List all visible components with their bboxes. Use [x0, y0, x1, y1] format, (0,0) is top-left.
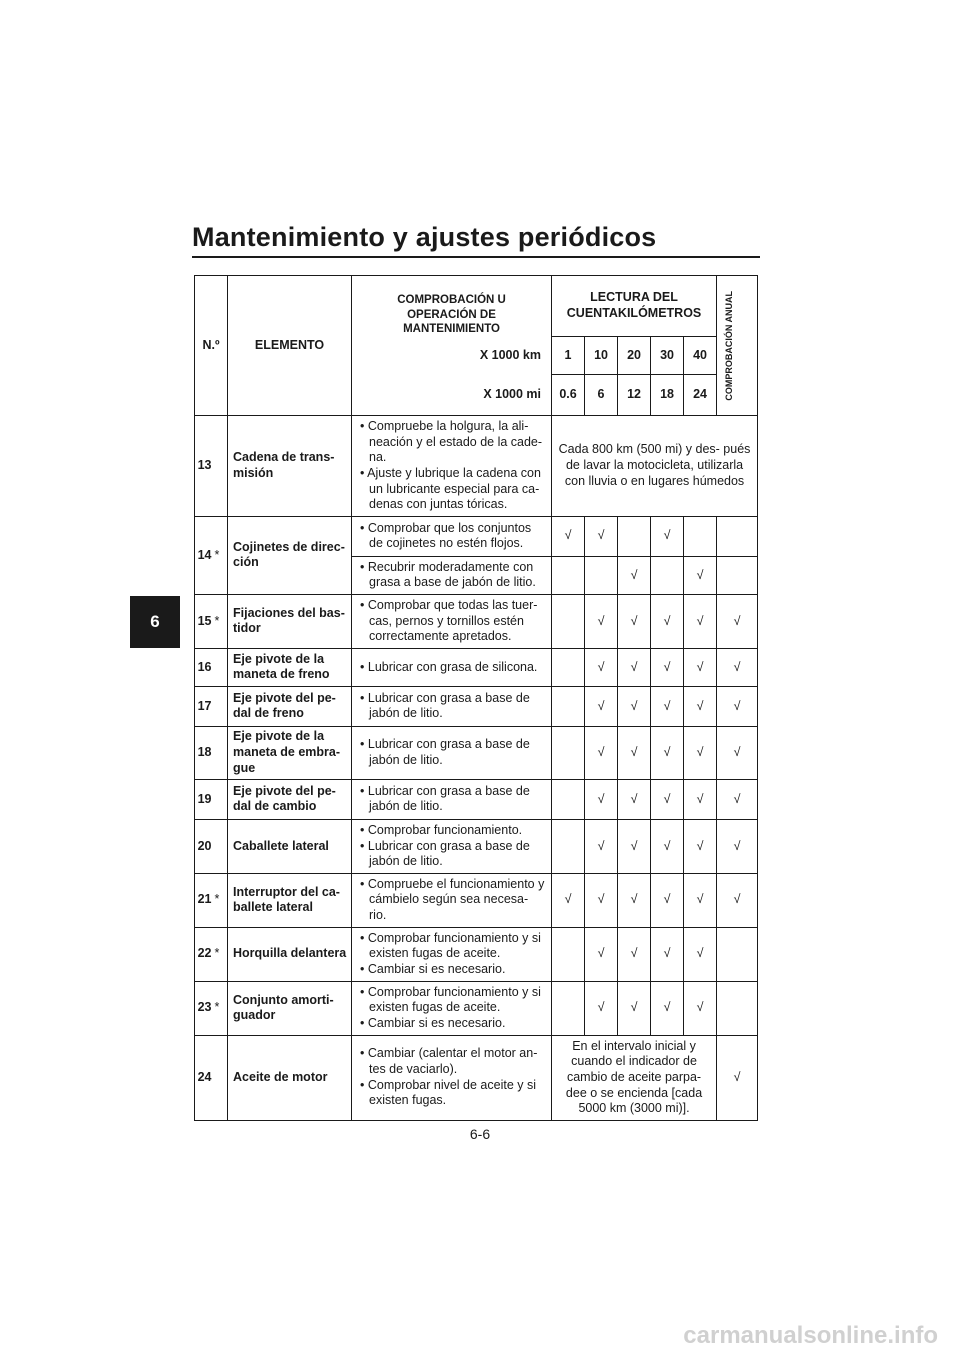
table-row — [195, 981, 758, 1035]
check-empty — [552, 927, 585, 981]
check-mark: √ — [585, 595, 618, 649]
mi-6: 6 — [585, 375, 618, 416]
check-mark: √ — [651, 873, 684, 927]
header-operation: COMPROBACIÓN U OPERACIÓN DE MANTENIMIENTO — [352, 276, 552, 337]
check-empty — [651, 556, 684, 594]
check-mark: √ — [684, 927, 717, 981]
check-mark: √ — [717, 873, 758, 927]
check-mark: √ — [651, 516, 684, 556]
row-item: Eje pivote del pe- dal de cambio — [228, 779, 352, 819]
check-mark: √ — [684, 556, 717, 594]
table-row — [195, 686, 758, 726]
row-star: * — [213, 516, 228, 594]
table-row — [195, 1035, 758, 1120]
check-mark: √ — [585, 981, 618, 1035]
row-item: Fijaciones del bas- tidor — [228, 595, 352, 649]
table-row — [195, 819, 758, 873]
row-operation: • Lubricar con grasa a base de jabón de litio. — [352, 686, 552, 726]
row-star — [213, 686, 228, 726]
check-mark: √ — [717, 819, 758, 873]
check-mark: √ — [651, 595, 684, 649]
row-interval-note: En el intervalo inicial y cuando el indicador de cambio de aceite parpa- dee o se encienda [cada 5000 km (3000 mi)]. — [552, 1035, 717, 1120]
check-mark: √ — [618, 927, 651, 981]
row-operation: • Lubricar con grasa a base de jabón de litio. — [352, 779, 552, 819]
table-row — [195, 726, 758, 779]
km-1: 1 — [552, 337, 585, 375]
check-mark: √ — [585, 873, 618, 927]
row-operation: • Recubrir moderadamente con grasa a base de jabón de litio. — [352, 556, 552, 594]
row-operation: • Lubricar con grasa de silicona. — [352, 648, 552, 686]
row-item: Cadena de trans- misión — [228, 416, 352, 517]
row-number: 24 — [195, 1035, 213, 1120]
table-row — [195, 873, 758, 927]
check-mark: √ — [684, 726, 717, 779]
row-star: * — [213, 981, 228, 1035]
row-operation: • Comprobar funcionamiento y si existen fugas de aceite. • Cambiar si es necesario. — [352, 981, 552, 1035]
check-empty — [552, 819, 585, 873]
check-mark: √ — [684, 779, 717, 819]
check-mark: √ — [618, 648, 651, 686]
table-row — [195, 516, 758, 556]
check-empty — [717, 516, 758, 556]
row-number: 16 — [195, 648, 213, 686]
row-item: Caballete lateral — [228, 819, 352, 873]
check-mark: √ — [618, 726, 651, 779]
check-mark: √ — [585, 726, 618, 779]
row-item: Eje pivote de la maneta de freno — [228, 648, 352, 686]
check-empty — [552, 595, 585, 649]
check-mark: √ — [585, 516, 618, 556]
check-empty — [717, 556, 758, 594]
row-star: * — [213, 873, 228, 927]
check-mark: √ — [684, 873, 717, 927]
check-mark: √ — [651, 686, 684, 726]
check-mark: √ — [618, 981, 651, 1035]
row-number: 15 — [195, 595, 213, 649]
row-operation: • Compruebe la holgura, la ali- neación y el estado de la cade- na. • Ajuste y lubrique la cadena con un lubricante especial para ca- denas con juntas tóricas. — [352, 416, 552, 517]
check-empty — [717, 981, 758, 1035]
check-empty — [684, 516, 717, 556]
check-mark: √ — [618, 595, 651, 649]
table-row — [195, 927, 758, 981]
row-operation: • Comprobar que los conjuntos de cojinetes no estén flojos. — [352, 516, 552, 556]
row-star: * — [213, 927, 228, 981]
row-star — [213, 1035, 228, 1120]
check-mark: √ — [618, 779, 651, 819]
title-divider — [192, 256, 760, 258]
table-row — [195, 416, 758, 517]
row-item: Eje pivote del pe- dal de freno — [228, 686, 352, 726]
check-empty — [552, 686, 585, 726]
check-mark: √ — [717, 648, 758, 686]
check-mark: √ — [717, 595, 758, 649]
check-mark: √ — [684, 981, 717, 1035]
mi-0.6: 0.6 — [552, 375, 585, 416]
row-item: Interruptor del ca- ballete lateral — [228, 873, 352, 927]
check-mark: √ — [552, 516, 585, 556]
check-mark: √ — [651, 927, 684, 981]
check-mark: √ — [684, 819, 717, 873]
check-mark: √ — [585, 927, 618, 981]
check-mark: √ — [717, 726, 758, 779]
check-mark: √ — [618, 873, 651, 927]
chapter-tab: 6 — [130, 596, 180, 648]
header-item: ELEMENTO — [228, 276, 352, 416]
row-number: 17 — [195, 686, 213, 726]
table-row — [195, 595, 758, 649]
row-number: 13 — [195, 416, 213, 517]
check-mark: √ — [717, 686, 758, 726]
table-row — [195, 648, 758, 686]
check-empty — [585, 556, 618, 594]
row-star: * — [213, 595, 228, 649]
page-title: Mantenimiento y ajustes periódicos — [192, 222, 657, 252]
check-mark: √ — [552, 873, 585, 927]
mi-12: 12 — [618, 375, 651, 416]
row-number: 23 — [195, 981, 213, 1035]
check-empty — [618, 516, 651, 556]
table-row — [195, 779, 758, 819]
check-empty — [717, 927, 758, 981]
row-number: 21 — [195, 873, 213, 927]
check-mark: √ — [585, 819, 618, 873]
row-item: Eje pivote de la maneta de embra- gue — [228, 726, 352, 779]
check-mark: √ — [585, 648, 618, 686]
row-interval-note: Cada 800 km (500 mi) y des- pués de lavar la motocicleta, utilizarla con lluvia o en lugares húmedos — [552, 416, 758, 517]
row-item: Aceite de motor — [228, 1035, 352, 1120]
row-operation: • Comprobar que todas las tuer- cas, pernos y tornillos estén correctamente apretados. — [352, 595, 552, 649]
check-mark: √ — [717, 779, 758, 819]
mi-24: 24 — [684, 375, 717, 416]
row-star — [213, 819, 228, 873]
check-mark: √ — [651, 779, 684, 819]
check-mark: √ — [651, 819, 684, 873]
watermark: carmanualsonline.info — [683, 1322, 938, 1349]
row-item: Conjunto amorti- guador — [228, 981, 352, 1035]
check-mark: √ — [684, 686, 717, 726]
row-star — [213, 726, 228, 779]
header-annual: COMPROBACIÓN ANUAL — [717, 276, 758, 416]
row-number: 19 — [195, 779, 213, 819]
row-operation: • Comprobar funcionamiento y si existen fugas de aceite. • Cambiar si es necesario. — [352, 927, 552, 981]
row-item: Cojinetes de direc- ción — [228, 516, 352, 594]
km-30: 30 — [651, 337, 684, 375]
row-operation: • Lubricar con grasa a base de jabón de litio. — [352, 726, 552, 779]
check-mark: √ — [684, 648, 717, 686]
mi-18: 18 — [651, 375, 684, 416]
row-star — [213, 779, 228, 819]
check-mark: √ — [651, 981, 684, 1035]
check-empty — [552, 779, 585, 819]
row-number: 20 — [195, 819, 213, 873]
check-empty — [552, 981, 585, 1035]
row-number: 22 — [195, 927, 213, 981]
km-20: 20 — [618, 337, 651, 375]
check-mark: √ — [618, 556, 651, 594]
row-number: 14 — [195, 516, 213, 594]
maintenance-table — [194, 275, 758, 1121]
check-mark: √ — [585, 779, 618, 819]
check-mark: √ — [717, 1035, 758, 1120]
header-km-label: X 1000 km — [352, 337, 552, 375]
row-star — [213, 416, 228, 517]
check-empty — [552, 556, 585, 594]
header-mi-label: X 1000 mi — [352, 375, 552, 416]
row-item: Horquilla delantera — [228, 927, 352, 981]
check-empty — [552, 648, 585, 686]
row-operation: • Compruebe el funcionamiento y cámbielo según sea necesa- rio. — [352, 873, 552, 927]
page-number: 6-6 — [469, 1126, 491, 1142]
row-number: 18 — [195, 726, 213, 779]
check-mark: √ — [618, 686, 651, 726]
header-no: N.º — [195, 276, 228, 416]
check-mark: √ — [651, 726, 684, 779]
check-mark: √ — [585, 686, 618, 726]
row-operation: • Comprobar funcionamiento. • Lubricar con grasa a base de jabón de litio. — [352, 819, 552, 873]
km-10: 10 — [585, 337, 618, 375]
check-mark: √ — [651, 648, 684, 686]
check-mark: √ — [684, 595, 717, 649]
check-mark: √ — [618, 819, 651, 873]
check-empty — [552, 726, 585, 779]
km-40: 40 — [684, 337, 717, 375]
header-odometer: LECTURA DEL CUENTAKILÓMETROS — [552, 276, 717, 337]
row-star — [213, 648, 228, 686]
row-operation: • Cambiar (calentar el motor an- tes de vaciarlo). • Comprobar nivel de aceite y si existen fugas. — [352, 1035, 552, 1120]
